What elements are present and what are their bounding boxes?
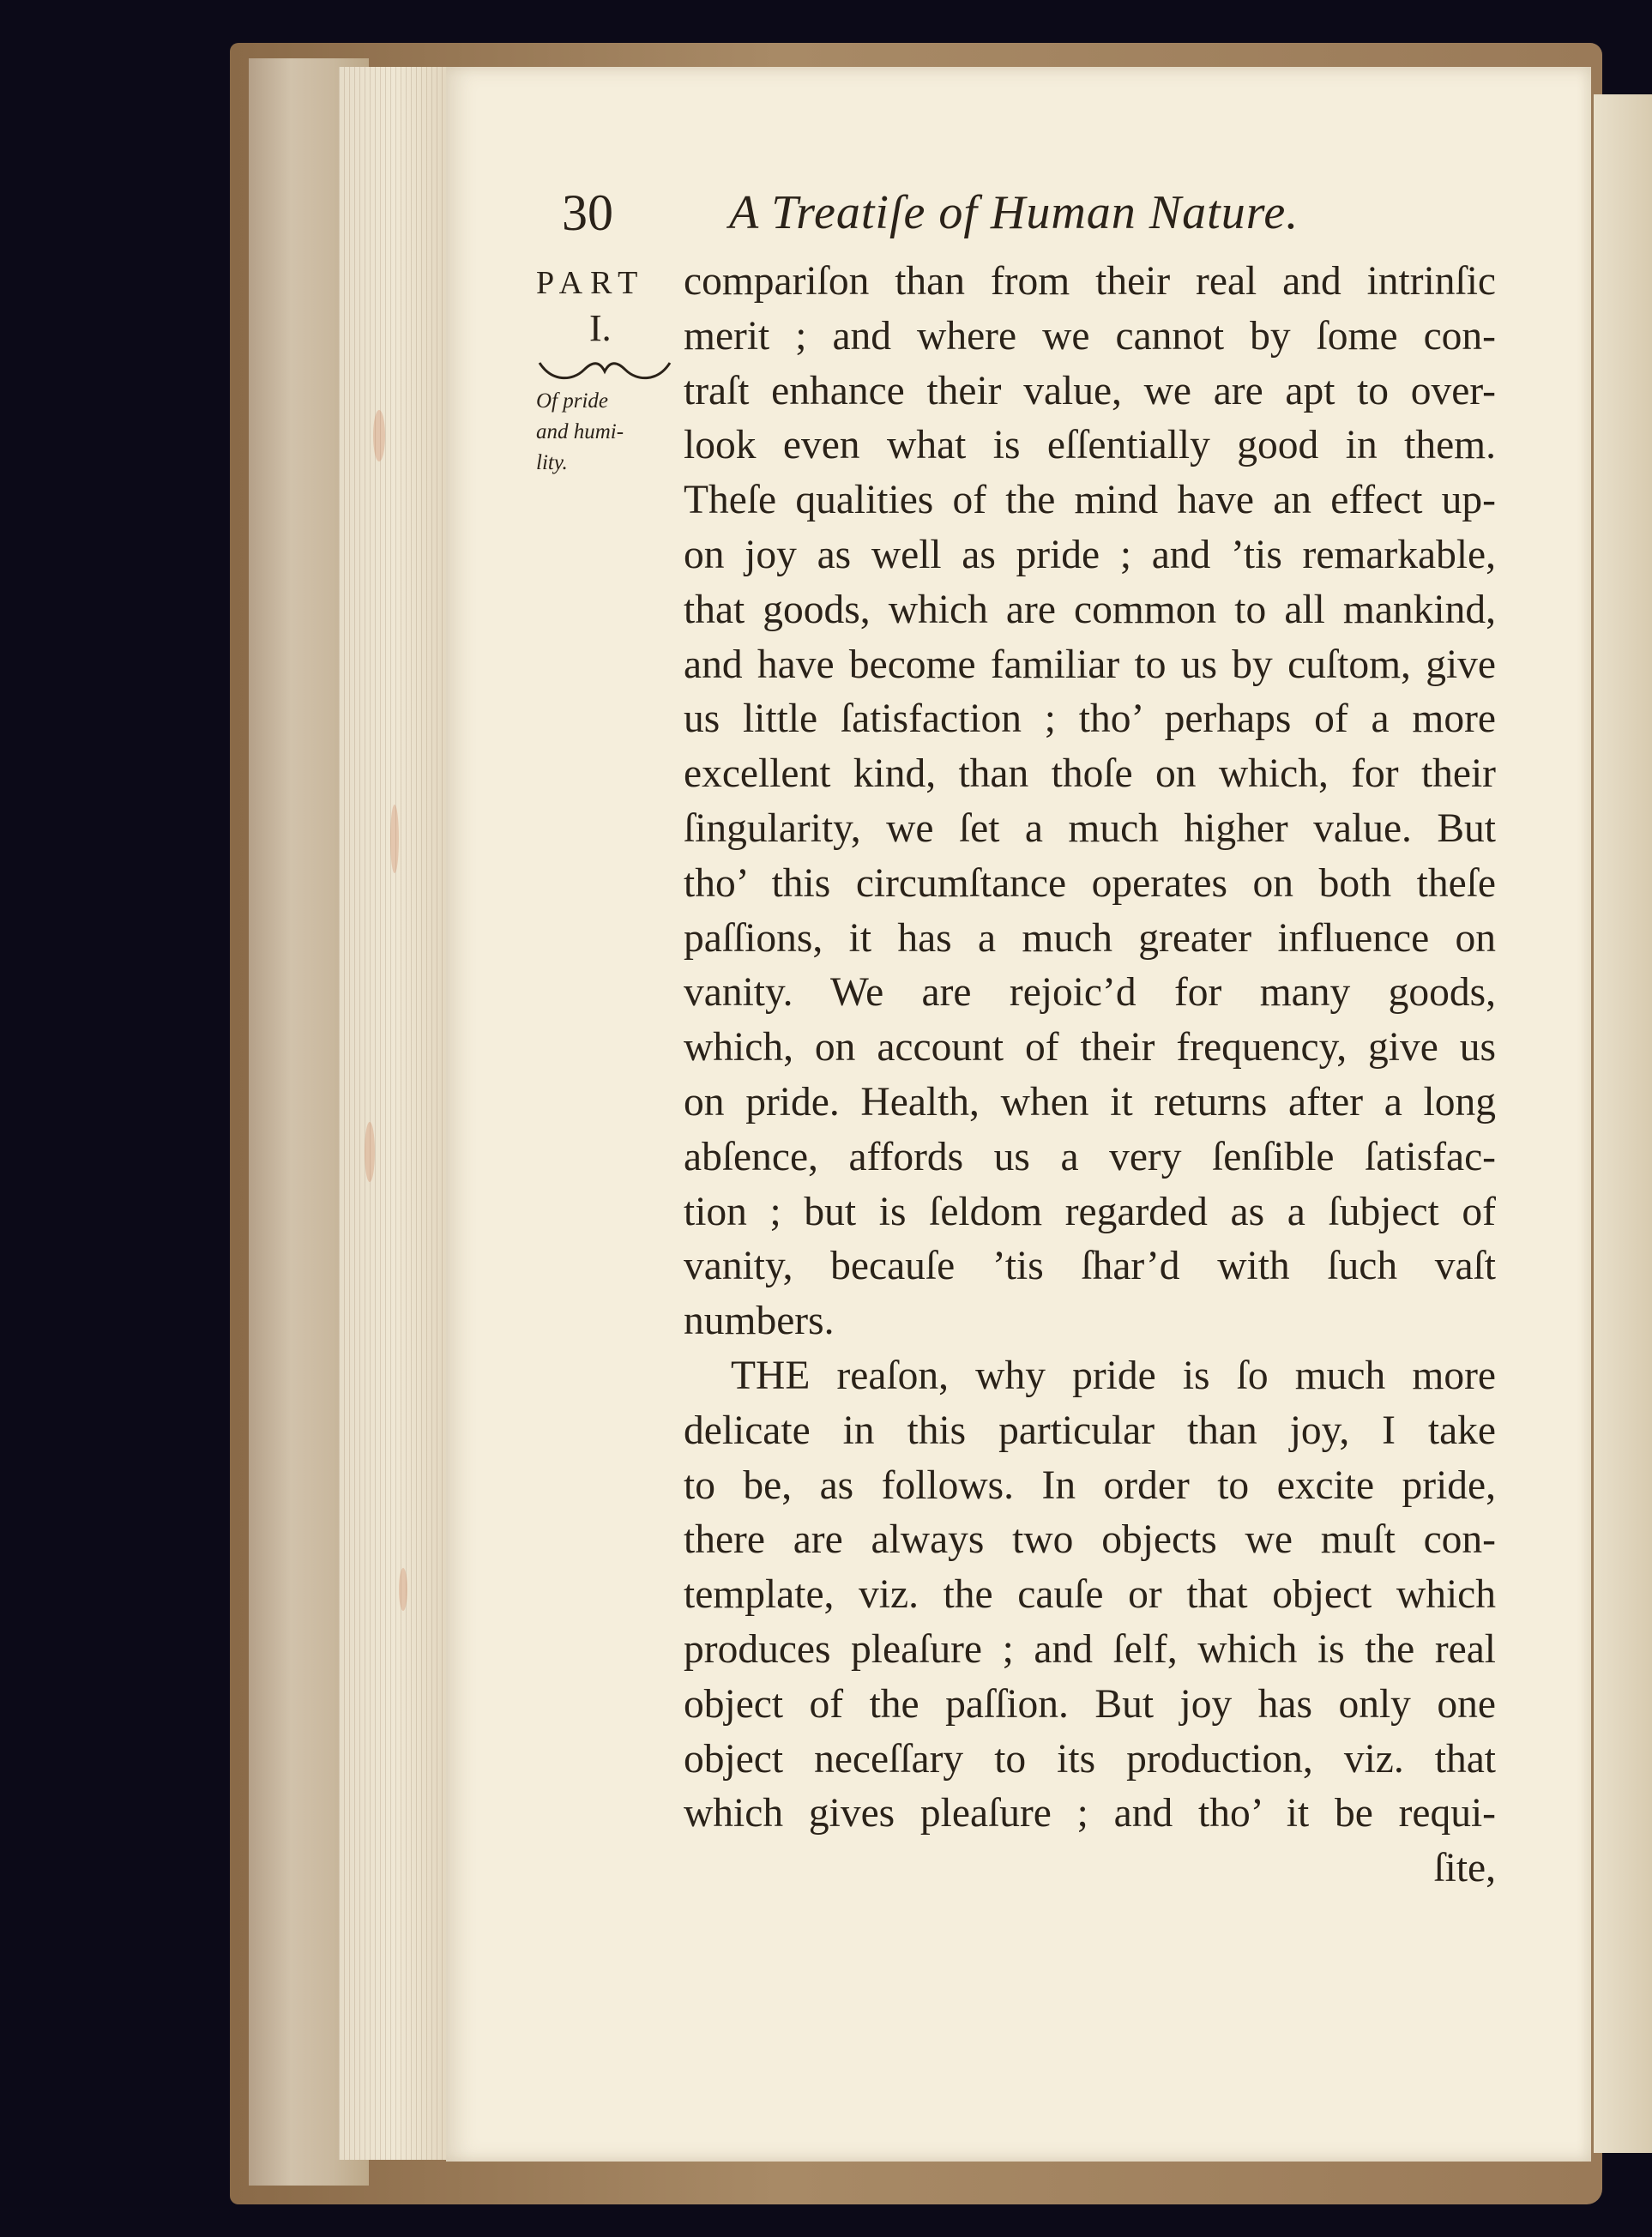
text-line: template, viz. the cauſe or that object which: [684, 1572, 1496, 1618]
text-line: excellent kind, than thoſe on which, for their: [684, 751, 1496, 797]
running-title: A Treatiſe of Human Nature.: [729, 186, 1299, 239]
text-line: Theſe qualities of the mind have an effect up-: [684, 478, 1496, 523]
text-line: abſence, affords us a very ſenſible ſatisfac-: [684, 1134, 1496, 1179]
margin-note: [536, 262, 678, 478]
curly-brace-ornament: [536, 356, 673, 385]
gloss-line: and humi-: [536, 420, 624, 443]
text-line: on joy as well as pride ; and ’tis remarkable,: [684, 532, 1496, 577]
page-number: 30: [562, 184, 613, 241]
foxing-stain: [390, 805, 399, 873]
text-line: vanity, becauſe ’tis ſhar’d with ſuch vaſt: [684, 1244, 1496, 1289]
text-line: compariſon than from their real and intrinſic: [684, 259, 1496, 304]
text-line: THE reaſon, why pride is ſo much more: [731, 1353, 1496, 1398]
text-line: merit ; and where we cannot by ſome con-: [684, 313, 1496, 359]
text-line: look even what is eſſentially good in them.: [684, 423, 1496, 468]
part-number: I.: [589, 307, 612, 349]
gloss-line: lity.: [536, 451, 568, 474]
text-line: object of the paſſion. But joy has only one: [684, 1681, 1496, 1727]
text-line: delicate in this particular than joy, I take: [684, 1408, 1496, 1453]
text-line: tion ; but is ſeldom regarded as a ſubject of: [684, 1189, 1496, 1234]
text-line: and have become familiar to us by cuſtom, give: [684, 642, 1496, 687]
text-line: there are always two objects we muſt con-: [684, 1517, 1496, 1563]
text-line: object neceſſary to its production, viz. that: [684, 1736, 1496, 1782]
foxing-stain: [373, 410, 385, 461]
text-line: that goods, which are common to all mankind,: [684, 587, 1496, 632]
text-line: ſingularity, we ſet a much higher value. But: [684, 805, 1496, 851]
text-line: us little ſatisfaction ; tho’ perhaps of a more: [684, 696, 1496, 742]
text-line: which, on account of their frequency, give us: [684, 1025, 1496, 1070]
facing-page-edge: [1594, 94, 1652, 2153]
text-line: which gives pleaſure ; and tho’ it be requi-: [684, 1791, 1496, 1836]
body-text: [684, 255, 1496, 1896]
page-block-edge: [339, 67, 450, 2160]
gloss-line: Of pride: [536, 389, 609, 413]
text-line: paſſions, it has a much greater influence on: [684, 915, 1496, 961]
foxing-stain: [365, 1122, 375, 1182]
text-line: vanity. We are rejoic’d for many goods,: [684, 970, 1496, 1016]
foxing-stain: [399, 1568, 407, 1611]
page-header: [562, 183, 1420, 243]
catchword: ſite,: [1433, 1846, 1496, 1891]
text-line: produces pleaſure ; and ſelf, which is the real: [684, 1626, 1496, 1672]
text-line: traſt enhance their value, we are apt to over-: [684, 368, 1496, 413]
text-line: numbers.: [684, 1299, 835, 1344]
text-line: tho’ this circumſtance operates on both theſe: [684, 860, 1496, 906]
part-label: PART: [536, 265, 646, 301]
text-line: on pride. Health, when it returns after a long: [684, 1079, 1496, 1125]
text-line: to be, as follows. In order to excite pride,: [684, 1462, 1496, 1508]
